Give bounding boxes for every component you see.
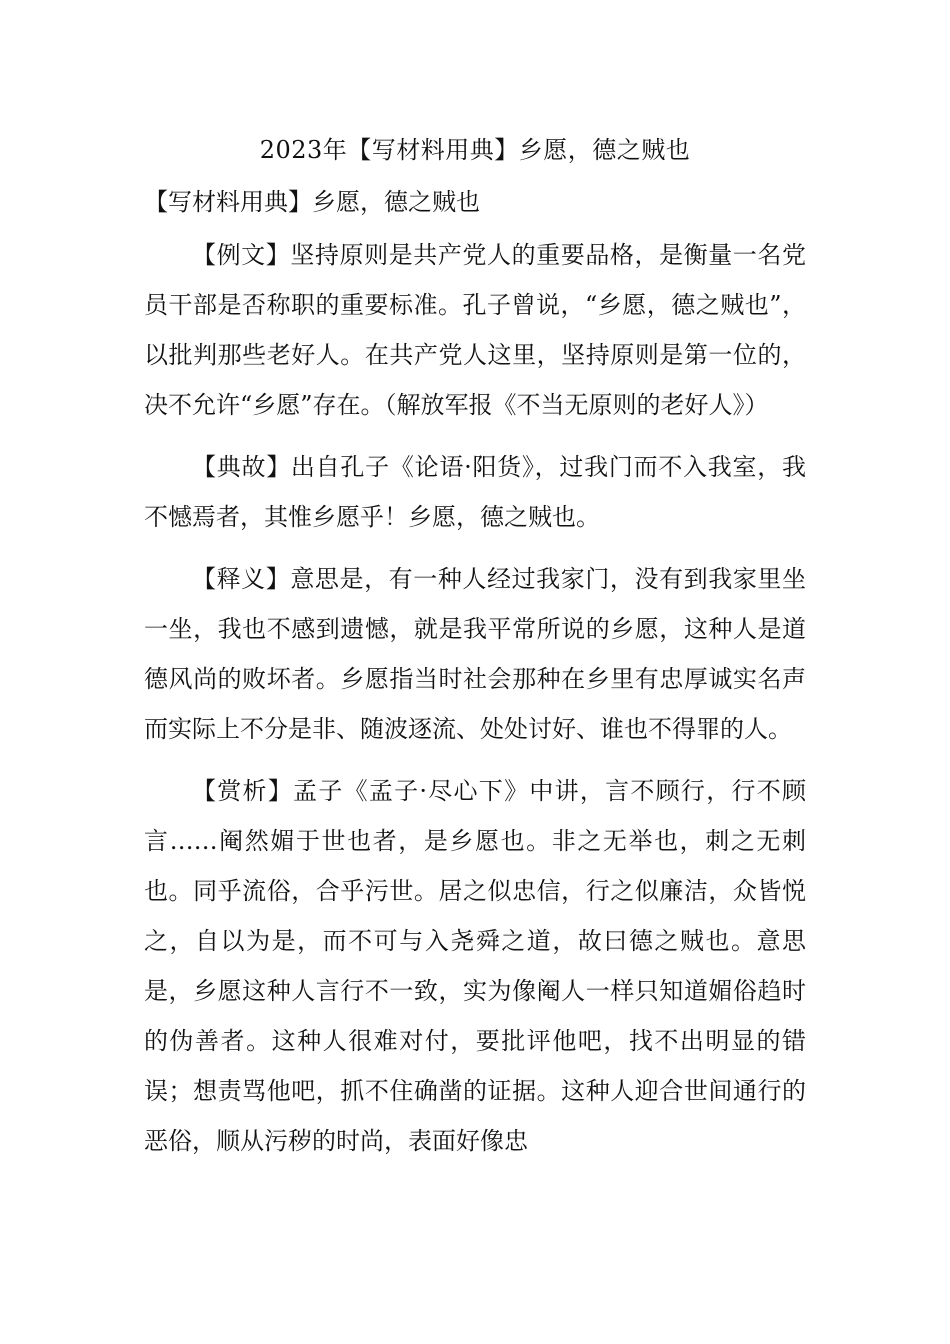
document-subtitle: 【写材料用典】乡愿，德之贼也 xyxy=(144,188,480,216)
paragraph-interpretation: 【释义】意思是，有一种人经过我家门，没有到我家里坐一坐，我也不感到遗憾，就是我平常所说的乡愿，这种人是道德风尚的败坏者。乡愿指当时社会那种在乡里有忠厚诚实名声而实际上不分是非、随波逐流、处处讨好、谁也不得罪的人。 xyxy=(144,565,806,743)
paragraph-example: 【例文】坚持原则是共产党人的重要品格，是衡量一名党员干部是否称职的重要标准。孔子曾说，“乡愿，德之贼也”，以批判那些老好人。在共产党人这里，坚持原则是第一位的，决不允许“乡愿”存在。（解放军报《不当无原则的老好人》） xyxy=(144,241,806,419)
document-title: 2023年【写材料用典】乡愿，德之贼也 xyxy=(259,136,691,164)
document-body xyxy=(144,230,806,1166)
paragraph-allusion: 【典故】出自孔子《论语·阳货》，过我门而不入我室，我不憾焉者，其惟乡愿乎！乡愿，德之贼也。 xyxy=(144,453,806,531)
paragraph-appreciation: 【赏析】孟子《孟子·尽心下》中讲，言不顾行，行不顾言……阉然媚于世也者，是乡愿也。非之无举也，刺之无刺也。同乎流俗，合乎污世。居之似忠信，行之似廉洁，众皆悦之，自以为是，而不可与入尧舜之道，故曰德之贼也。意思是，乡愿这种人言行不一致，实为像阉人一样只知道媚俗趋时的伪善者。这种人很难对付，要批评他吧，找不出明显的错误；想责骂他吧，抓不住确凿的证据。这种人迎合世间通行的恶俗，顺从污秽的时尚，表面好像忠 xyxy=(144,777,806,1155)
